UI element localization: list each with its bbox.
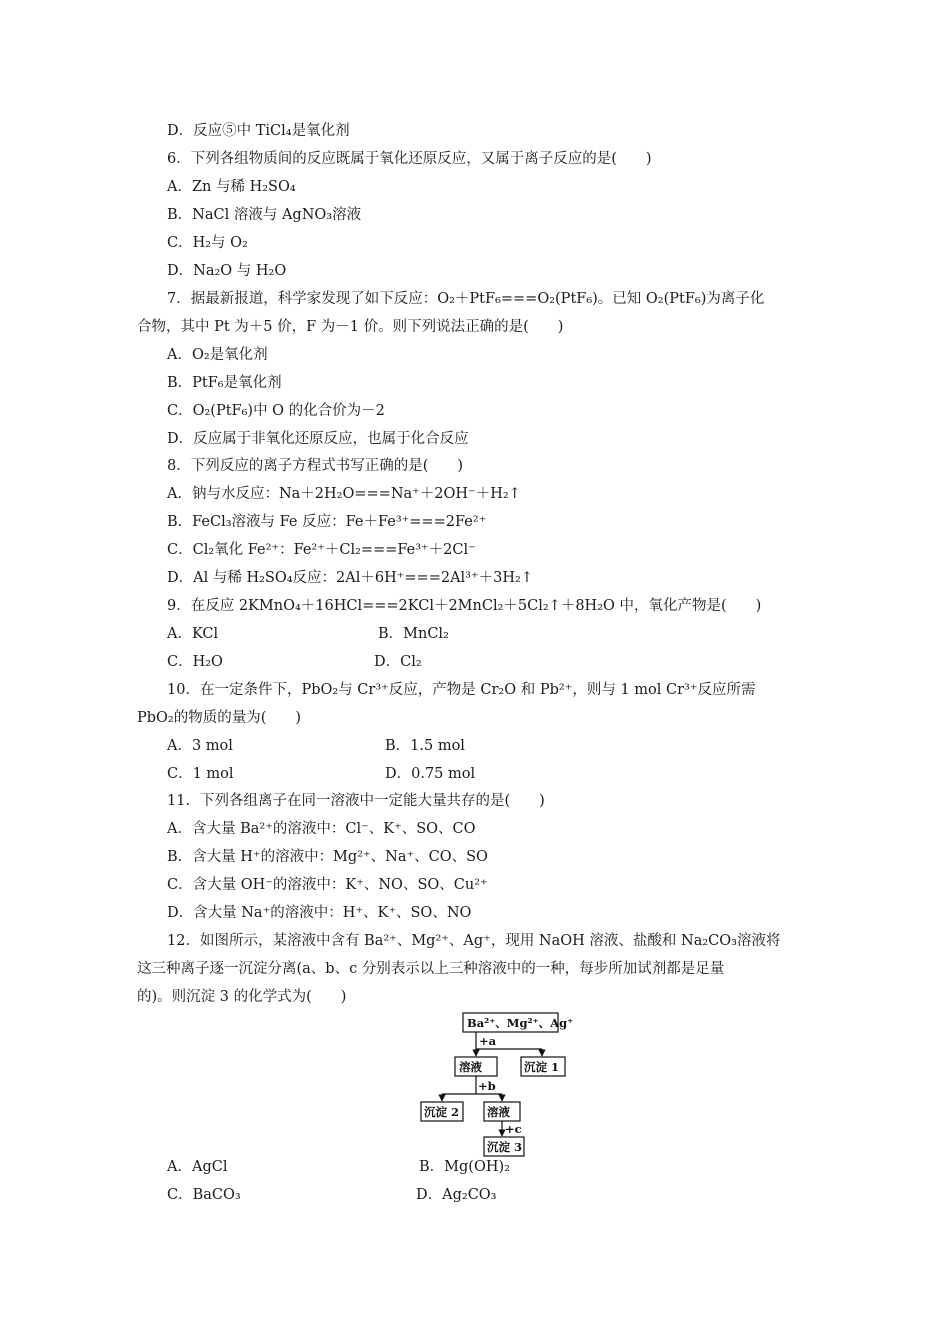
q9-stem: 9．在反应 2KMnO₄＋16HCl===2KCl＋2MnCl₂＋5Cl₂↑＋8H₂O 中，氧化产物是( ) — [167, 598, 762, 614]
q11-option-b: B．含大量 H⁺的溶液中：Mg²⁺、Na⁺、CO、SO — [167, 849, 488, 865]
q6-option-d: D．Na₂O 与 H₂O — [167, 263, 287, 279]
q6-stem: 6．下列各组物质间的反应既属于氧化还原反应，又属于离子反应的是( ) — [167, 151, 652, 167]
label-solution-1: 溶液 — [459, 1060, 482, 1074]
q5-option-d: D．反应⑤中 TiCl₄是氧化剂 — [167, 123, 350, 139]
q12-stem-line2: 这三种离子逐一沉淀分离(a、b、c 分别表示以上三种溶液中的一种，每步所加试剂都是足量 — [137, 961, 725, 977]
q10-stem-line2: PbO₂的物质的量为( ) — [137, 710, 302, 726]
label-precipitate-3: 沉淀 3 — [487, 1140, 523, 1154]
box-solution-2 — [484, 1102, 520, 1121]
q7-option-c: C．O₂(PtF₆)中 O 的化合价为－2 — [167, 403, 385, 419]
label-solution-2: 溶液 — [487, 1105, 510, 1119]
box-precipitate-2 — [421, 1102, 463, 1121]
box-initial-ions — [463, 1013, 558, 1032]
q11-option-a: A．含大量 Ba²⁺的溶液中：Cl⁻、K⁺、SO、CO — [167, 821, 476, 837]
q10-option-a: A．3 mol — [167, 738, 233, 754]
q6-option-a: A．Zn 与稀 H₂SO₄ — [167, 179, 296, 195]
q11-option-c: C．含大量 OH⁻的溶液中：K⁺、NO、SO、Cu²⁺ — [167, 877, 488, 893]
label-step-c: +c — [505, 1122, 522, 1136]
q10-option-b: B．1.5 mol — [385, 738, 465, 754]
q9-option-a: A．KCl — [167, 626, 219, 642]
box-solution-1 — [455, 1057, 497, 1076]
label-step-b: +b — [478, 1079, 496, 1093]
q6-option-b: B．NaCl 溶液与 AgNO₃溶液 — [167, 207, 362, 223]
q8-option-a: A．钠与水反应：Na＋2H₂O===Na⁺＋2OH⁻＋H₂↑ — [167, 486, 521, 502]
q12-option-a: A．AgCl — [167, 1159, 228, 1175]
q6-option-c: C．H₂与 O₂ — [167, 235, 248, 251]
label-precipitate-2: 沉淀 2 — [424, 1105, 460, 1119]
q9-option-d: D．Cl₂ — [374, 654, 422, 670]
q10-option-c: C．1 mol — [167, 766, 234, 782]
q12-stem-line3: 的)。则沉淀 3 的化学式为( ) — [137, 989, 347, 1005]
q12-stem-line1: 12．如图所示，某溶液中含有 Ba²⁺、Mg²⁺、Ag⁺，现用 NaOH 溶液、盐酸和 Na₂CO₃溶液将 — [167, 933, 781, 949]
box-precipitate-1 — [521, 1057, 565, 1076]
q7-option-a: A．O₂是氧化剂 — [167, 347, 268, 363]
q12-option-b: B．Mg(OH)₂ — [419, 1159, 510, 1175]
q7-option-d: D．反应属于非氧化还原反应，也属于化合反应 — [167, 431, 469, 447]
q11-stem: 11．下列各组离子在同一溶液中一定能大量共存的是( ) — [167, 793, 545, 809]
label-initial-ions: Ba²⁺、Mg²⁺、Ag⁺ — [467, 1016, 574, 1030]
q11-option-d: D．含大量 Na⁺的溶液中：H⁺、K⁺、SO、NO — [167, 905, 472, 921]
q7-stem-line2: 合物，其中 Pt 为＋5 价，F 为－1 价。则下列说法正确的是( ) — [137, 319, 564, 335]
q12-option-d: D．Ag₂CO₃ — [416, 1187, 497, 1203]
q8-stem: 8．下列反应的离子方程式书写正确的是( ) — [167, 458, 464, 474]
q7-stem-line1: 7．据最新报道，科学家发现了如下反应：O₂＋PtF₆===O₂(PtF₆)。已知 O₂(PtF₆)为离子化 — [167, 291, 765, 307]
q9-option-b: B．MnCl₂ — [378, 626, 449, 642]
label-step-a: +a — [479, 1034, 497, 1048]
q12-option-c: C．BaCO₃ — [167, 1187, 241, 1203]
box-precipitate-3 — [484, 1137, 524, 1156]
q10-stem-line1: 10．在一定条件下，PbO₂与 Cr³⁺反应，产物是 Cr₂O 和 Pb²⁺，则与 1 mol Cr³⁺反应所需 — [167, 682, 756, 698]
q9-option-c: C．H₂O — [167, 654, 223, 670]
q7-option-b: B．PtF₆是氧化剂 — [167, 375, 282, 391]
label-precipitate-1: 沉淀 1 — [524, 1060, 560, 1074]
q8-option-c: C．Cl₂氧化 Fe²⁺：Fe²⁺＋Cl₂===Fe³⁺＋2Cl⁻ — [167, 542, 476, 558]
q8-option-b: B．FeCl₃溶液与 Fe 反应：Fe＋Fe³⁺===2Fe²⁺ — [167, 514, 487, 530]
q8-option-d: D．Al 与稀 H₂SO₄反应：2Al＋6H⁺===2Al³⁺＋3H₂↑ — [167, 570, 533, 586]
q10-option-d: D．0.75 mol — [385, 766, 476, 782]
